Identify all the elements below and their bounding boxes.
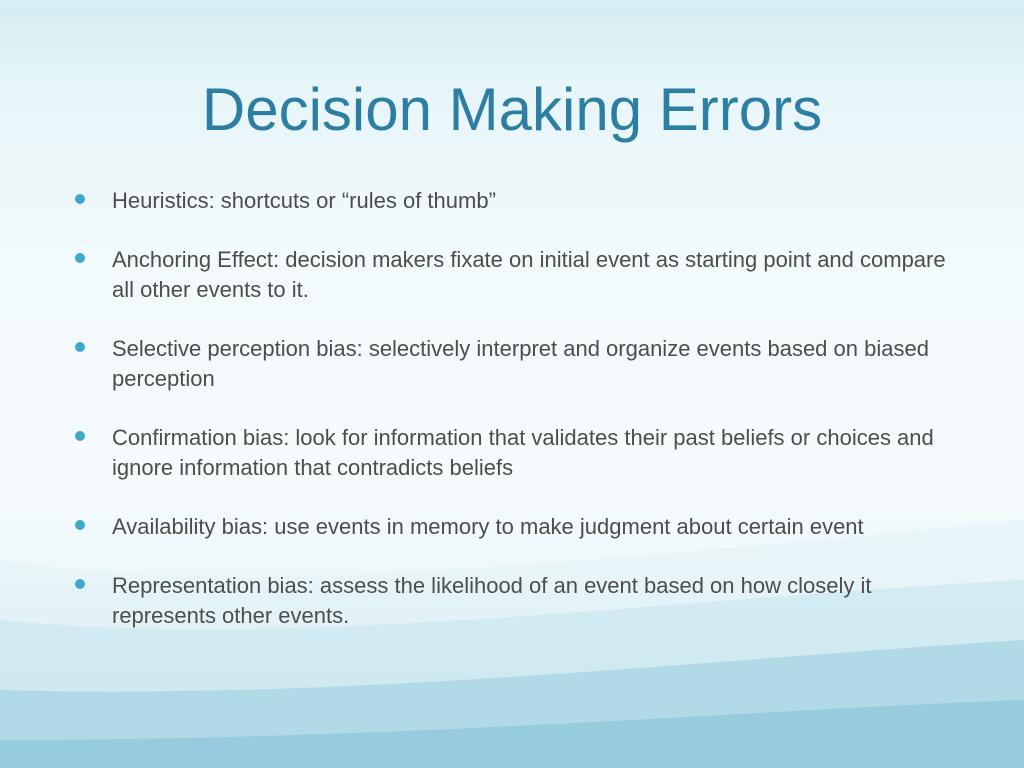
bullet-icon — [75, 194, 85, 204]
bullet-list — [72, 186, 952, 660]
bullet-item — [72, 423, 952, 483]
bullet-text: Confirmation bias: look for information that validates their past beliefs or choices and ignore information that contradicts beliefs — [112, 425, 934, 480]
bullet-item — [72, 186, 952, 216]
bullet-item — [72, 571, 952, 631]
bullet-icon — [75, 253, 85, 263]
slide-title: Decision Making Errors — [201, 76, 823, 143]
bullet-icon — [75, 342, 85, 352]
bullet-text: Anchoring Effect: decision makers fixate on initial event as starting point and compare all other events to it. — [112, 247, 946, 302]
bullet-text: Representation bias: assess the likelihood of an event based on how closely it represents other events. — [112, 573, 872, 628]
bullet-item — [72, 245, 952, 305]
bullet-text: Availability bias: use events in memory to make judgment about certain event — [112, 514, 864, 539]
bullet-item — [72, 334, 952, 394]
bullet-icon — [75, 431, 85, 441]
bullet-text: Selective perception bias: selectively interpret and organize events based on biased perception — [112, 336, 929, 391]
bullet-text: Heuristics: shortcuts or “rules of thumb” — [112, 188, 496, 213]
bullet-icon — [75, 579, 85, 589]
bullet-icon — [75, 520, 85, 530]
bullet-item — [72, 512, 952, 542]
